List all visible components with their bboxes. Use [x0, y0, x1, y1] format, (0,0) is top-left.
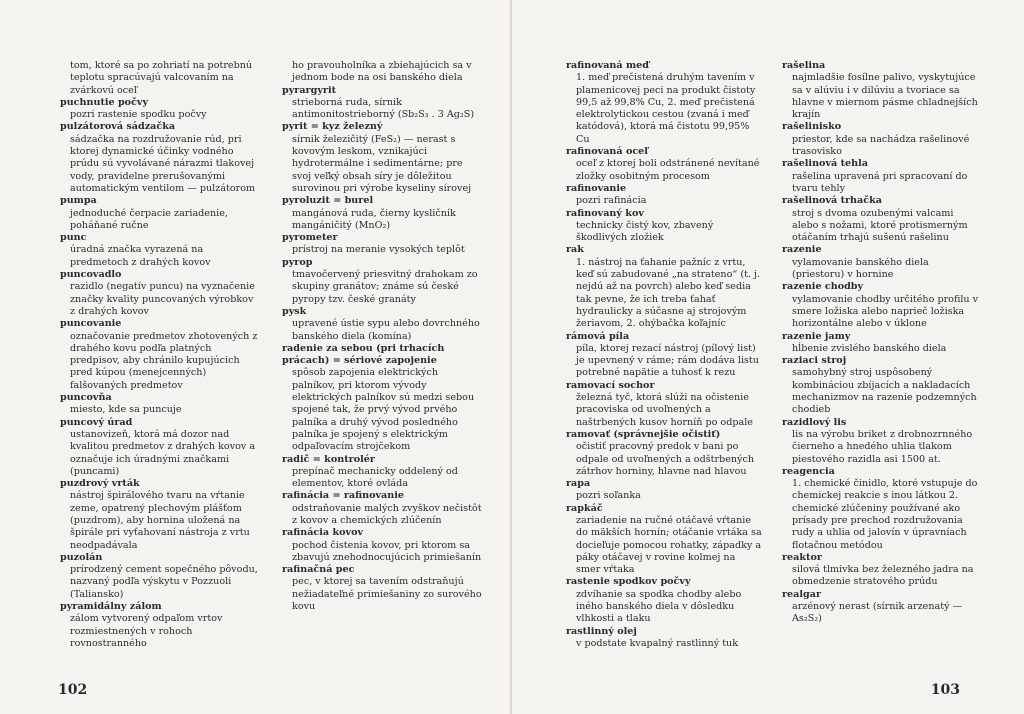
glossary-entry	[566, 380, 762, 429]
glossary-entry	[282, 490, 482, 527]
entry-term: puncovanie	[60, 318, 122, 330]
glossary-entry	[60, 97, 260, 122]
entry-definition: pozri rafinácia	[576, 195, 647, 207]
entry-term: rašelina	[782, 60, 826, 71]
entry-term: puncovňa	[60, 392, 112, 404]
page-number-right: 103	[930, 682, 960, 698]
glossary-entry	[566, 244, 762, 330]
entry-definition: 1. chemické činidlo, ktoré vstupuje do chemickej reakcie s inou látkou 2. chemické zlúčeniny používané ako prísady pre prechod rozdružovania rudy a uhlia od jalovín v úpravníach flotačnou metódou	[792, 478, 978, 551]
entry-definition: jednoduché čerpacie zariadenie, poháňané ručne	[70, 207, 228, 231]
left-column-1	[60, 60, 260, 650]
entry-term: rašelinisko	[782, 121, 842, 133]
entry-definition: oceľ z ktorej boli odstránené nevítané zložky osobitným procesom	[576, 158, 760, 182]
entry-definition: sádzačka na rozdružovanie rúd, pri ktorej dynamické účinky vodného prúdu sú vyvolávané nárazmi tlakovej vody, pravidelne prerušovanými automatickým ventilom — pulzátorom	[70, 133, 256, 194]
glossary-entry	[282, 121, 482, 195]
entry-definition: upravené ústie sypu alebo dovrchného banského diela (komína)	[292, 318, 480, 342]
entry-term: ramovať (správnejšie očistiť)	[566, 428, 721, 440]
entry-definition: mangánová ruda, čierny kysličník mangáničitý (MnO₂)	[292, 207, 456, 231]
entry-term: rafinácia kovov	[282, 527, 364, 539]
entry-term: pyrometer	[282, 232, 338, 244]
entry-definition: ustanovizeň, ktorá má dozor nad kvalitou predmetov z drahých kovov a označuje ich úradnými značkami (puncami)	[70, 428, 256, 477]
entry-definition: zariadenie na ručné otáčavé vŕtanie do mäkších hornín; otáčanie vrtáka sa docieľuje pomocou rohatky, západky a páky otáčavej v rovine kolmej na smer vŕtaka	[576, 514, 762, 576]
glossary-entry	[60, 601, 260, 650]
entry-definition: priestor, kde sa nachádza rašelinové trasovisko	[792, 133, 970, 158]
entry-definition: pochod čistenia kovov, pri ktorom sa zbavujú znehodnocujúcich primiešanín	[292, 539, 482, 563]
entry-definition: ho pravouholníka a zbiehajúcich sa v jednom bode na osi banského diela	[292, 60, 472, 84]
entry-definition: odstraňovanie malých zvyškov nečistôt z kovov a chemických zlúčenín	[292, 502, 482, 526]
glossary-entry	[782, 60, 982, 121]
entry-definition: strieborná ruda, sírnik antimonitostrieborný (Sb₂S₃ . 3 Ag₂S)	[292, 96, 475, 121]
glossary-entry	[60, 195, 260, 232]
entry-term: rafinovaná oceľ	[566, 146, 648, 158]
entry-term: ramovací sochor	[566, 379, 655, 391]
entry-definition: tom, ktoré sa po zohriatí na potrebnú teplotu spracúvajú valcovaním na zvárkovú oceľ	[70, 60, 253, 96]
glossary-entry	[782, 244, 982, 281]
entry-term: rafinačná pec	[282, 564, 355, 576]
entry-definition: razidlo (negatív puncu) na vyznačenie značky kvality puncovaných výrobkov z drahých kovov	[70, 281, 255, 317]
entry-term: rastlinný olej	[566, 625, 637, 637]
left-page	[0, 0, 510, 714]
glossary-entry	[282, 195, 482, 232]
entry-definition: tmavočervený priesvitný drahokam zo skupiny granátov; známe sú české pyropy tzv. české granáty	[292, 269, 478, 305]
glossary-entry	[60, 269, 260, 318]
glossary-entry	[782, 158, 982, 195]
entry-term: puchnutie počvy	[60, 96, 149, 108]
entry-term: rastenie spodkov počvy	[566, 576, 691, 588]
glossary-entry	[60, 318, 260, 392]
right-column-1	[566, 60, 762, 650]
entry-term: reagencia	[782, 465, 835, 477]
glossary-entry	[566, 208, 762, 245]
glossary-entry	[782, 552, 982, 589]
entry-term: rapkáč	[566, 502, 603, 514]
glossary-entry	[782, 281, 982, 330]
entry-definition: stroj s dvoma ozubenými valcami alebo s nožami, ktoré protismerným otáčaním trhajú sušenú rašelinu	[792, 207, 968, 244]
glossary-entry	[782, 121, 982, 158]
entry-definition: technicky čistý kov, zbavený škodlivých zložiek	[576, 219, 714, 244]
entry-term: rafinovaná meď	[566, 60, 649, 71]
glossary-entry	[282, 306, 482, 343]
entry-definition: spôsob zapojenia elektrických palníkov, pri ktorom vývody elektrických palníkov sú medzi sebou spojené tak, že prvý vývod prvého palníka a druhý vývod posledného palníka je spojený s elektrickým odpaľovacím strojčekom	[292, 367, 475, 453]
glossary-entry	[282, 232, 482, 257]
entry-term: rašelinová trhačka	[782, 195, 882, 207]
entry-term: pysk	[282, 305, 307, 317]
glossary-entry	[60, 392, 260, 417]
glossary-entry	[566, 576, 762, 625]
glossary-entry	[566, 626, 762, 651]
glossary-entry	[782, 466, 982, 552]
entry-definition: vylamovanie banského diela (priestoru) v hornine	[792, 256, 929, 281]
entry-term: radič = kontrolér	[282, 453, 375, 465]
glossary-entry	[60, 232, 260, 269]
entry-term: pyramidálny zálom	[60, 601, 162, 613]
glossary-entry	[566, 503, 762, 577]
entry-definition: pozri rastenie spodku počvy	[70, 109, 207, 121]
entry-term: puzolán	[60, 551, 103, 563]
entry-definition: samohybný stroj uspôsobený kombináciou zbíjacích a nakladacích mechanizmov na razenie podzemných chodieb	[792, 367, 977, 416]
entry-definition: vylamovanie chodby určitého profilu v smere ložiska alebo naprieč ložiska horizontálne alebo v úklone	[792, 293, 979, 330]
entry-term: razenie chodby	[782, 281, 864, 293]
entry-definition: sírnik železičitý (FeS₂) — nerast s kovovým leskom, vznikajúci hydrotermálne i sedimentárne; pre svoj veľký obsah síry je dôležitou surovinou pri výrobe kyseliny sírovej	[292, 133, 472, 194]
entry-term: rafinovanie	[566, 182, 627, 194]
entry-term: puncový úrad	[60, 416, 133, 428]
entry-definition: rašelina upravená pri spracovaní do tvaru tehly	[792, 170, 968, 194]
right-page	[512, 0, 1024, 714]
glossary-entry	[282, 343, 482, 454]
entry-term: pyrargyrit	[282, 84, 337, 96]
glossary-entry	[282, 257, 482, 306]
glossary-entry	[566, 478, 762, 503]
entry-definition: označovanie predmetov zhotovených z drahého kovu podľa platných predpisov, aby chránilo kupujúcich pred kúpou (menejcenných) falšovaných predmetov	[70, 330, 258, 391]
page-number-left: 102	[58, 682, 88, 698]
glossary-entry	[782, 195, 982, 244]
right-column-2	[782, 60, 982, 626]
glossary-entry	[60, 417, 260, 478]
entry-definition: miesto, kde sa puncuje	[70, 404, 182, 416]
glossary-entry	[782, 589, 982, 626]
entry-term: rámová píla	[566, 330, 630, 342]
entry-definition: železná tyč, ktorá slúži na očistenie pracoviska od uvoľnených a naštrbených kusov horníň po odpale	[576, 392, 753, 428]
entry-definition: 1. nástroj na ťahanie pažníc z vrtu, keď sú zabudované „na strateno“ (t. j. nejdú až na povrch) alebo keď sedia tak pevne, že ich treba ťahať hydraulicky a súčasne aj strojovým žeriavom, 2. ohýbačka koľajníc	[576, 256, 761, 330]
entry-definition: prístroj na meranie vysokých teplôt	[292, 244, 465, 256]
glossary-entry	[282, 527, 482, 564]
glossary-entry	[566, 60, 762, 146]
entry-term: rašelinová tehla	[782, 158, 868, 170]
glossary-entry	[282, 85, 482, 122]
glossary-entry	[782, 355, 982, 416]
entry-definition: najmladšie fosílne palivo, vyskytujúce sa v alúviu i v dilúviu a tvoriace sa hlavne v miernom pásme chladnejších krajín	[792, 72, 978, 121]
entry-term: pyrit = kyz železný	[282, 121, 383, 133]
glossary-entry	[566, 183, 762, 208]
entry-term: reaktor	[782, 551, 822, 563]
glossary-entry	[782, 331, 982, 356]
entry-term: razenie jamy	[782, 330, 851, 342]
entry-definition: očistiť pracovný predok v bani po odpale od uvoľnených a odštrbených zátrhov horniny, hlavne nad hlavou	[576, 441, 755, 477]
entry-term: pyroluzit = burel	[282, 195, 374, 207]
entry-definition: zdvíhanie sa spodka chodby alebo iného banského diela v dôsledku vlhkosti a tlaku	[576, 588, 742, 625]
entry-term: radenie za sebou (pri trhacích prácach) = sériové zapojenie	[282, 342, 445, 367]
entry-term: raziaci stroj	[782, 355, 847, 367]
entry-term: rafinovaný kov	[566, 207, 644, 219]
entry-term: pulzátorová sádzačka	[60, 121, 176, 133]
entry-definition: pec, v ktorej sa tavením odstraňujú nežiadateľné primiešaniny zo surového kovu	[292, 576, 482, 613]
glossary-entry	[566, 146, 762, 183]
entry-term: pumpa	[60, 195, 97, 207]
glossary-entry	[282, 454, 482, 491]
entry-term: pyrop	[282, 256, 313, 268]
entry-term: rafinácia = rafinovanie	[282, 490, 404, 502]
glossary-entry	[566, 331, 762, 380]
entry-definition: 1. meď prečistená druhým tavením v plamenicovej peci na produkt čistoty 99,5 až 99,8% Cu, 2. meď prečistená elektrolytickou cestou (zvaná i meď katódová), ktorá má čistotu 99,95% Cu	[576, 72, 756, 145]
entry-definition: prírodzený cement sopečného pôvodu, nazvaný podľa výskytu v Pozzuoli (Taliansko)	[70, 564, 258, 600]
entry-term: rak	[566, 244, 584, 256]
glossary-entry	[60, 60, 260, 97]
entry-term: razidlový lis	[782, 416, 847, 428]
glossary-entry	[60, 478, 260, 552]
entry-definition: arzénový nerast (sírnik arzenatý — As₂S₂)	[792, 601, 963, 625]
entry-term: razenie	[782, 244, 822, 256]
entry-definition: úradná značka vyrazená na predmetoch z drahých kovov	[70, 244, 211, 268]
glossary-entry	[282, 564, 482, 613]
entry-definition: píla, ktorej rezací nástroj (pílový list) je upevnený v ráme; rám dodáva listu potrebné napätie a tuhosť k rezu	[576, 342, 759, 379]
entry-term: rapa	[566, 478, 591, 490]
glossary-entry	[60, 121, 260, 195]
entry-definition: silová tlmivka bez železného jadra na obmedzenie stratového prúdu	[792, 564, 974, 588]
glossary-entry	[60, 552, 260, 601]
entry-definition: hĺbenie zvislého banského diela	[792, 342, 947, 354]
entry-term: realgar	[782, 588, 821, 600]
entry-term: puzdrový vrták	[60, 478, 140, 490]
glossary-entry	[782, 417, 982, 466]
entry-term: puncovadlo	[60, 269, 122, 281]
entry-definition: lis na výrobu briket z drobnozrnného čierneho a hnedého uhlia tlakom piestového razidla asi 1500 at.	[792, 428, 973, 465]
entry-definition: zálom vytvorený odpaľom vrtov rozmiestnených v rohoch rovnostranného	[70, 613, 223, 649]
entry-term: punc	[60, 232, 87, 244]
entry-definition: pozri soľanka	[576, 490, 641, 502]
glossary-entry	[282, 60, 482, 85]
glossary-entry	[566, 429, 762, 478]
entry-definition: nástroj špirálového tvaru na vŕtanie zeme, opatrený plechovým plášťom (puzdrom), aby hornina uložená na špirále pri vyťahovaní nástroja z vrtu neodpadávala	[70, 490, 250, 551]
left-column-2	[282, 60, 482, 613]
entry-definition: v podstate kvapalný rastlinný tuk	[576, 637, 739, 649]
entry-definition: prepínač mechanicky oddelený od elementov, ktoré ovláda	[292, 465, 458, 490]
